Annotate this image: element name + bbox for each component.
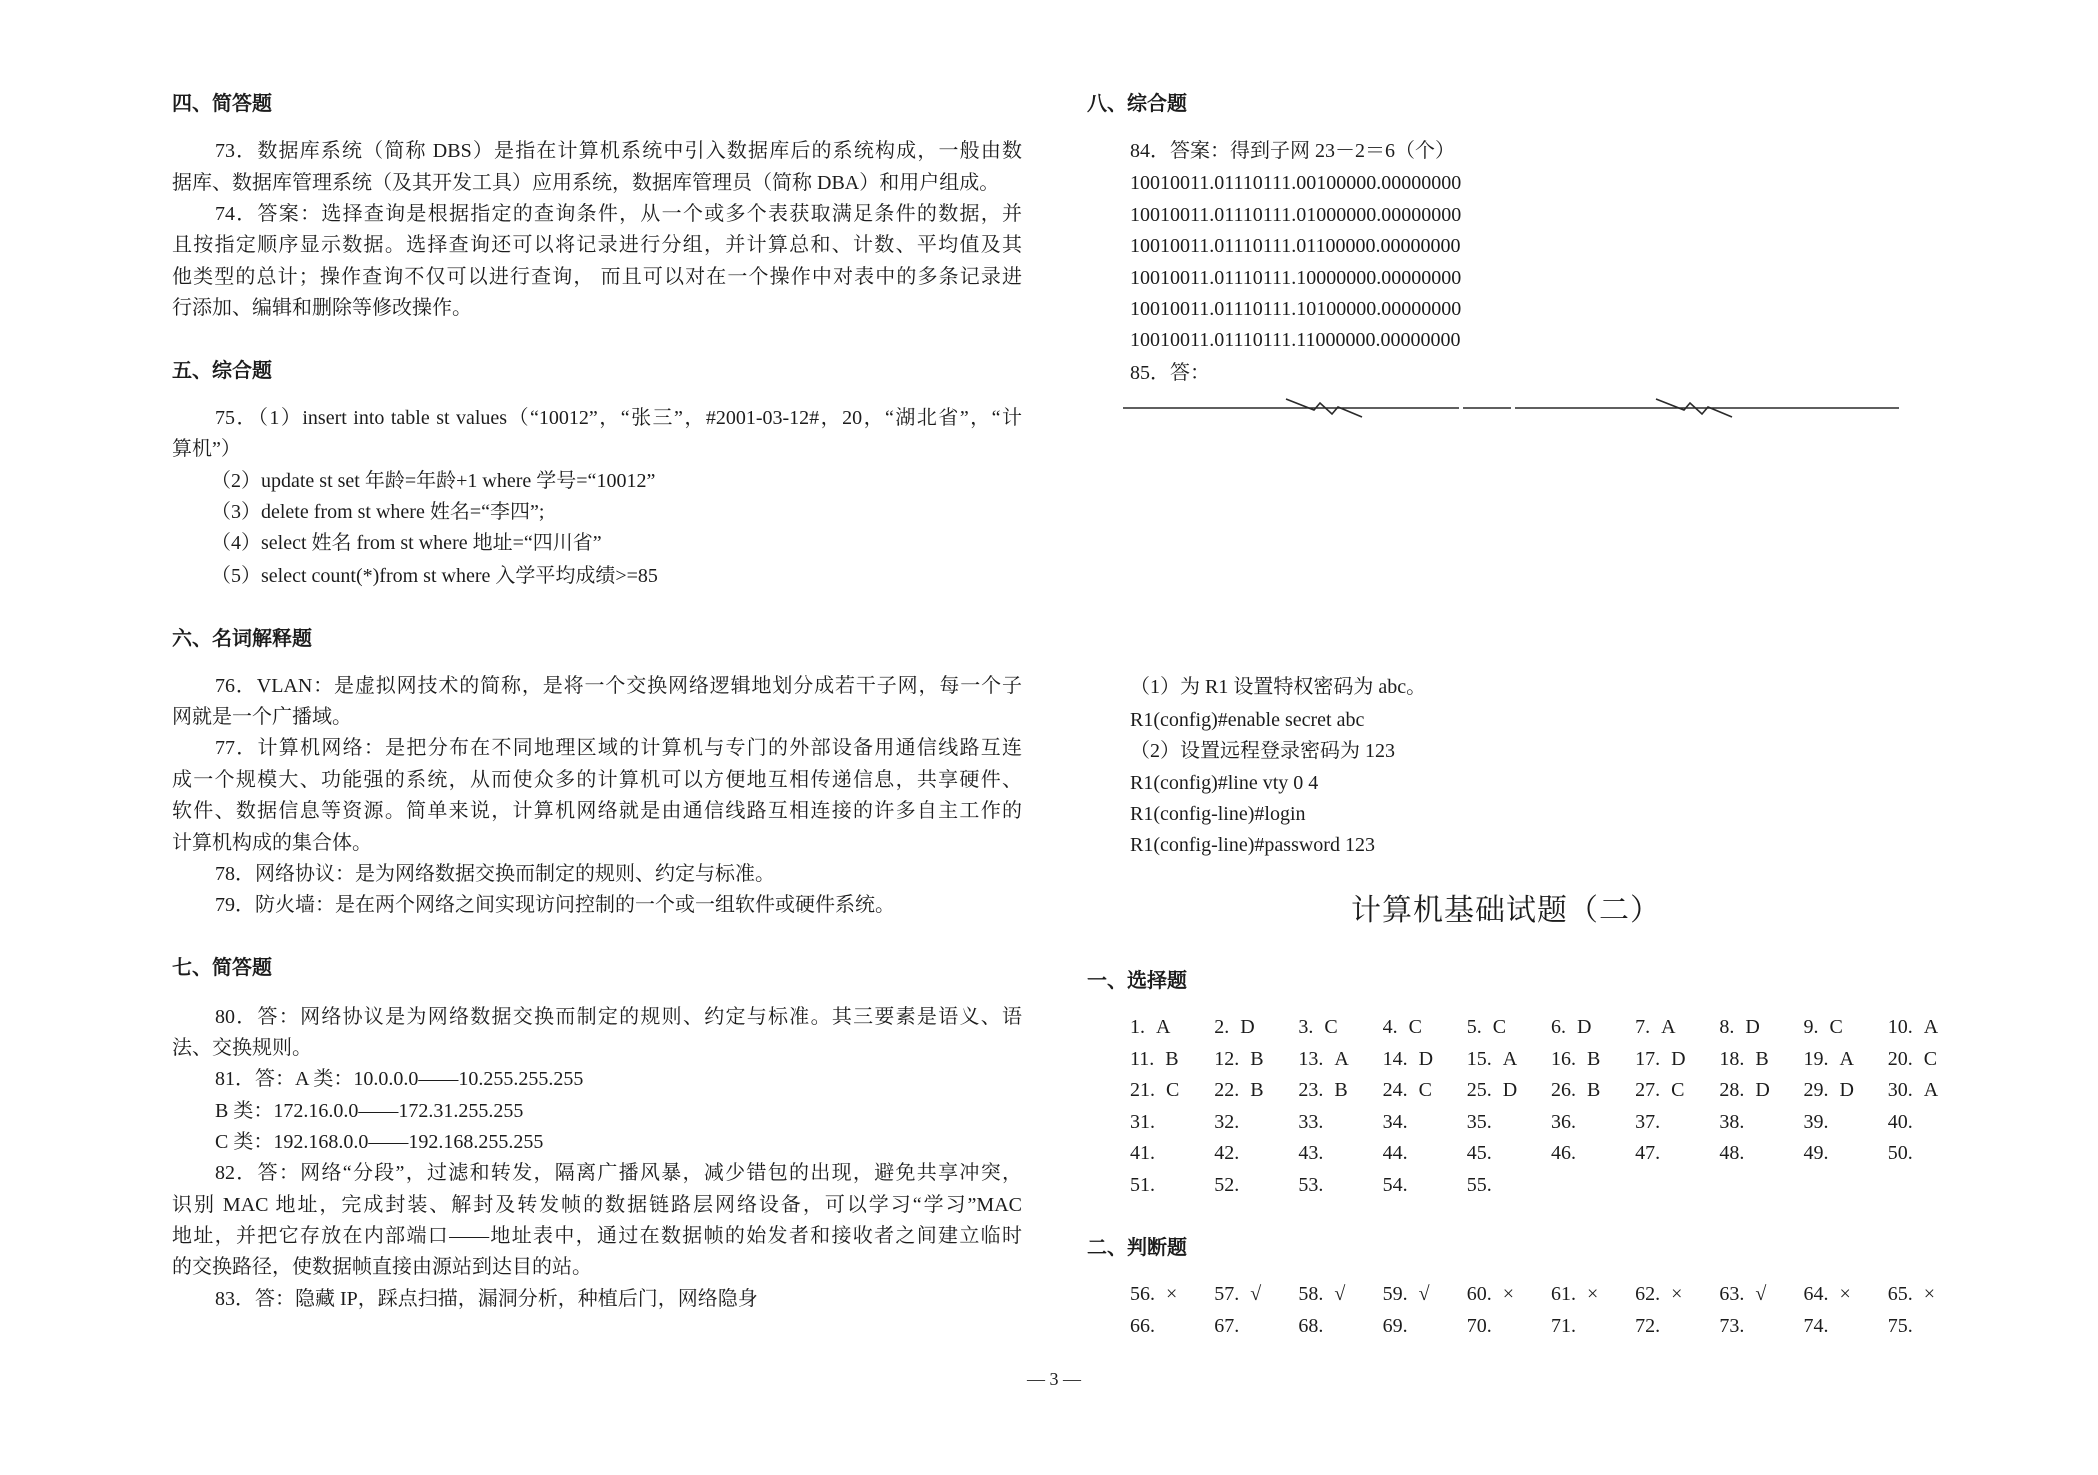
question-number: 46. <box>1550 1142 1576 1165</box>
router-config-line: （1）为 R1 设置特权密码为 abc。 <box>1130 676 1427 698</box>
section-heading-comprehensive: 五、综合题 <box>172 360 272 382</box>
answer-cell <box>1888 1048 1972 1071</box>
subnet-binary: 10010011.01110111.00100000.00000000 <box>1130 172 1462 194</box>
true-false-answer-grid <box>1130 1279 1972 1342</box>
answer-cell <box>1719 1016 1803 1039</box>
answer-80-line: 法、交换规则。 <box>172 1037 312 1059</box>
question-number: 54. <box>1382 1173 1408 1196</box>
subnet-binary: 10010011.01110111.10000000.00000000 <box>1130 267 1462 289</box>
router-config-line: R1(config-line)#password 123 <box>1130 834 1375 856</box>
answer-cell <box>1551 1111 1635 1134</box>
router-config-line: R1(config)#line vty 0 4 <box>1130 772 1319 794</box>
answer-cell <box>1635 1079 1719 1102</box>
answer-cell <box>1298 1283 1382 1306</box>
answer-cell <box>1804 1142 1888 1165</box>
answer-cell <box>1383 1283 1467 1306</box>
question-number: 62. <box>1635 1283 1661 1306</box>
answer-cell <box>1383 1048 1467 1071</box>
exam-title: 计算机基础试题（二） <box>1351 894 1661 927</box>
answer-cell <box>1467 1174 1551 1197</box>
answer-cell <box>1214 1079 1298 1102</box>
answer-cell <box>1888 1283 1972 1306</box>
question-number: 44. <box>1382 1142 1408 1165</box>
answer-cell <box>1298 1079 1382 1102</box>
question-number: 22. <box>1214 1079 1240 1102</box>
router-config-line: R1(config)#enable secret abc <box>1130 709 1365 731</box>
answer-letter: B <box>1334 1079 1348 1102</box>
router-config-line: R1(config-line)#login <box>1130 803 1306 825</box>
question-number: 48. <box>1719 1142 1745 1165</box>
question-number: 15. <box>1466 1047 1492 1070</box>
question-number: 68. <box>1298 1314 1324 1337</box>
answer-cell <box>1298 1111 1382 1134</box>
question-number: 55. <box>1466 1173 1492 1196</box>
answer-cell <box>1130 1079 1214 1102</box>
judgment-mark: √ <box>1755 1283 1767 1306</box>
question-number: 24. <box>1382 1079 1408 1102</box>
answer-cell <box>1804 1315 1888 1338</box>
answer-letter: B <box>1586 1079 1601 1102</box>
question-number: 58. <box>1298 1283 1324 1306</box>
answer-letter: A <box>1839 1047 1854 1070</box>
question-number: 38. <box>1719 1110 1745 1133</box>
question-number: 61. <box>1550 1283 1576 1306</box>
question-number: 56. <box>1130 1283 1155 1306</box>
question-number: 25. <box>1466 1079 1492 1102</box>
judgment-mark: √ <box>1250 1283 1262 1306</box>
answer-cell <box>1130 1315 1214 1338</box>
subnet-binary: 10010011.01110111.01000000.00000000 <box>1130 204 1462 226</box>
question-number: 18. <box>1719 1047 1745 1070</box>
question-number: 75. <box>1887 1314 1913 1337</box>
answer-cell <box>1383 1079 1467 1102</box>
network-topology-diagram <box>1110 390 1920 426</box>
answer-letter: A <box>1661 1016 1676 1039</box>
answer-77-line: 软件、数据信息等资源。简单来说，计算机网络就是由通信线路互相连接的许多自主工作的 <box>172 800 1022 822</box>
section-heading-short-answer-2: 七、简答题 <box>172 957 272 979</box>
answer-cell <box>1298 1174 1382 1197</box>
page-number: — 3 — <box>1027 1369 1081 1389</box>
answer-letter: C <box>1408 1016 1422 1039</box>
answer-73-line: 73．数据库系统（简称 DBS）是指在计算机系统中引入数据库后的系统构成，一般由数 <box>215 140 1022 162</box>
answer-letter: A <box>1923 1079 1939 1102</box>
answer-letter: B <box>1165 1047 1179 1070</box>
answer-81-line: B 类：172.16.0.0——172.31.255.255 <box>215 1100 524 1122</box>
judgment-mark: × <box>1923 1283 1935 1306</box>
answer-cell <box>1383 1111 1467 1134</box>
answer-letter: A <box>1156 1016 1171 1039</box>
question-number: 11. <box>1130 1047 1155 1070</box>
answer-cell <box>1467 1142 1551 1165</box>
answer-75-line: 75．（1）insert into table st values（“10012”，“张三”，#2001-03-12#，20，“湖北省”，“计 <box>215 407 1022 429</box>
question-number: 45. <box>1466 1142 1492 1165</box>
answer-cell <box>1635 1283 1719 1306</box>
answer-78: 78．网络协议：是为网络数据交换而制定的规则、约定与标准。 <box>215 863 775 885</box>
question-number: 28. <box>1719 1079 1745 1102</box>
answer-74-line: 74．答案：选择查询是根据指定的查询条件，从一个或多个表获取满足条件的数据，并 <box>215 203 1022 225</box>
answer-cell <box>1719 1048 1803 1071</box>
question-number: 14. <box>1382 1047 1408 1070</box>
section-heading-short-answer: 四、简答题 <box>172 93 272 115</box>
answer-82-line: 地址，并把它存放在内部端口——地址表中，通过在数据帧的始发者和接收者之间建立临时 <box>172 1225 1022 1247</box>
question-number: 20. <box>1887 1047 1913 1070</box>
answer-cell <box>1214 1142 1298 1165</box>
answer-cell <box>1719 1142 1803 1165</box>
answer-letter: D <box>1240 1016 1255 1039</box>
question-number: 23. <box>1298 1079 1324 1102</box>
section-heading-comprehensive-2: 八、综合题 <box>1087 93 1187 115</box>
question-number: 30. <box>1887 1079 1913 1102</box>
answer-letter: C <box>1166 1079 1180 1102</box>
answer-letter: B <box>1755 1047 1769 1070</box>
answer-81-line: C 类：192.168.0.0——192.168.255.255 <box>215 1131 544 1153</box>
judgment-mark: × <box>1671 1283 1683 1306</box>
answer-cell <box>1298 1048 1382 1071</box>
answer-cell <box>1635 1016 1719 1039</box>
question-number: 33. <box>1298 1110 1324 1133</box>
question-number: 16. <box>1550 1047 1576 1070</box>
answer-76-line: 网就是一个广播域。 <box>172 706 352 728</box>
answer-74-line: 行添加、编辑和删除等修改操作。 <box>172 297 472 319</box>
answer-cell <box>1298 1315 1382 1338</box>
answer-cell <box>1214 1016 1298 1039</box>
answer-82-line: 82．答：网络“分段”，过滤和转发，隔离广播风暴，减少错包的出现，避免共享冲突， <box>215 1162 1022 1184</box>
answer-letter: D <box>1418 1047 1434 1070</box>
answer-cell <box>1804 1016 1888 1039</box>
answer-cell <box>1298 1142 1382 1165</box>
question-number: 29. <box>1803 1079 1829 1102</box>
question-number: 65. <box>1887 1283 1913 1306</box>
question-number: 71. <box>1550 1314 1576 1337</box>
question-number: 41. <box>1130 1142 1155 1165</box>
answer-letter: B <box>1250 1079 1264 1102</box>
question-number: 35. <box>1466 1110 1492 1133</box>
answer-cell <box>1551 1142 1635 1165</box>
answer-75-sql-line: （4）select 姓名 from st where 地址=“四川省” <box>211 532 602 554</box>
answer-letter: B <box>1250 1047 1264 1070</box>
question-number: 7. <box>1635 1016 1651 1039</box>
question-number: 1. <box>1130 1016 1145 1039</box>
answer-76-line: 76．VLAN：是虚拟网技术的简称，是将一个交换网络逻辑地划分成若干子网，每一个子 <box>215 675 1022 697</box>
question-number: 21. <box>1130 1079 1155 1102</box>
multiple-choice-answer-grid <box>1130 1012 1972 1201</box>
question-number: 36. <box>1550 1110 1576 1133</box>
answer-cell <box>1130 1111 1214 1134</box>
question-number: 6. <box>1550 1016 1566 1039</box>
answer-letter: D <box>1502 1079 1518 1102</box>
question-number: 37. <box>1635 1110 1661 1133</box>
answer-cell <box>1551 1016 1635 1039</box>
question-number: 70. <box>1466 1314 1492 1337</box>
answer-82-line: 识别 MAC 地址，完成封装、解封及转发帧的数据链路层网络设备，可以学习“学习”MAC <box>172 1194 1022 1216</box>
answer-77-line: 成一个规模大、功能强的系统，从而使众多的计算机可以方便地互相传递信息，共享硬件、 <box>172 769 1022 791</box>
judgment-mark: × <box>1166 1283 1178 1306</box>
answer-cell <box>1214 1111 1298 1134</box>
answer-letter: D <box>1755 1079 1770 1102</box>
answer-cell <box>1467 1079 1551 1102</box>
answer-letter: C <box>1829 1016 1843 1039</box>
question-number: 57. <box>1214 1283 1240 1306</box>
answer-letter: C <box>1671 1079 1685 1102</box>
answer-letter: D <box>1576 1016 1592 1039</box>
answer-cell <box>1383 1174 1467 1197</box>
answer-cell <box>1635 1315 1719 1338</box>
answer-74-line: 他类型的总计；操作查询不仅可以进行查询， 而且可以对在一个操作中对表中的多条记录进 <box>172 266 1022 288</box>
question-number: 19. <box>1803 1047 1829 1070</box>
question-number: 69. <box>1382 1314 1408 1337</box>
question-number: 52. <box>1214 1173 1240 1196</box>
answer-cell <box>1888 1111 1972 1134</box>
section-heading-multiple-choice: 一、选择题 <box>1087 970 1187 992</box>
question-number: 67. <box>1214 1314 1240 1337</box>
answer-cell <box>1467 1111 1551 1134</box>
answer-cell <box>1804 1283 1888 1306</box>
question-number: 60. <box>1466 1283 1492 1306</box>
answer-cell <box>1214 1048 1298 1071</box>
answer-letter: D <box>1839 1079 1854 1102</box>
answer-75-sql-line: （5）select count(*)from st where 入学平均成绩>=85 <box>211 565 658 587</box>
question-number: 13. <box>1298 1047 1324 1070</box>
answer-81-line: 81．答：A 类：10.0.0.0——10.255.255.255 <box>215 1068 584 1090</box>
question-number: 47. <box>1635 1142 1661 1165</box>
answer-letter: C <box>1418 1079 1432 1102</box>
answer-cell <box>1130 1142 1214 1165</box>
answer-80-line: 80．答：网络协议是为网络数据交换而制定的规则、约定与标准。其三要素是语义、语 <box>215 1006 1022 1028</box>
answer-cell <box>1130 1048 1214 1071</box>
question-number: 72. <box>1635 1314 1661 1337</box>
question-number: 10. <box>1887 1016 1913 1039</box>
answer-75-sql-line: （3）delete from st where 姓名=“李四”; <box>211 501 545 523</box>
section-heading-true-false: 二、判断题 <box>1087 1237 1187 1259</box>
question-number: 40. <box>1887 1110 1913 1133</box>
question-number: 3. <box>1298 1016 1314 1039</box>
question-number: 74. <box>1803 1314 1829 1337</box>
answer-cell <box>1888 1315 1972 1338</box>
answer-cell <box>1888 1142 1972 1165</box>
question-number: 31. <box>1130 1110 1155 1133</box>
question-number: 42. <box>1214 1142 1240 1165</box>
answer-cell <box>1635 1111 1719 1134</box>
question-number: 59. <box>1382 1283 1408 1306</box>
answer-cell <box>1551 1315 1635 1338</box>
answer-cell <box>1635 1048 1719 1071</box>
answer-cell <box>1130 1283 1214 1306</box>
answer-cell <box>1383 1016 1467 1039</box>
answer-75-sql-line: （2）update st set 年龄=年龄+1 where 学号=“10012” <box>211 470 656 492</box>
answer-letter: A <box>1923 1016 1939 1039</box>
answer-cell <box>1804 1079 1888 1102</box>
judgment-mark: × <box>1839 1283 1851 1306</box>
judgment-mark: × <box>1586 1283 1599 1306</box>
answer-cell <box>1214 1174 1298 1197</box>
question-number: 64. <box>1803 1283 1829 1306</box>
subnet-binary: 10010011.01110111.01100000.00000000 <box>1130 235 1461 257</box>
answer-cell <box>1719 1079 1803 1102</box>
question-number: 17. <box>1635 1047 1661 1070</box>
question-number: 12. <box>1214 1047 1240 1070</box>
answer-cell <box>1719 1111 1803 1134</box>
question-number: 26. <box>1550 1079 1576 1102</box>
question-number: 50. <box>1887 1142 1913 1165</box>
answer-cell <box>1383 1142 1467 1165</box>
answer-85-label: 85．答： <box>1130 362 1210 384</box>
answer-cell <box>1214 1283 1298 1306</box>
question-number: 63. <box>1719 1283 1745 1306</box>
section-heading-terms: 六、名词解释题 <box>172 628 312 650</box>
question-number: 49. <box>1803 1142 1829 1165</box>
answer-cell <box>1214 1315 1298 1338</box>
question-number: 2. <box>1214 1016 1230 1039</box>
question-number: 8. <box>1719 1016 1735 1039</box>
answer-cell <box>1551 1079 1635 1102</box>
answer-cell <box>1383 1315 1467 1338</box>
answer-letter: C <box>1324 1016 1338 1039</box>
answer-cell <box>1551 1048 1635 1071</box>
question-number: 43. <box>1298 1142 1324 1165</box>
answer-cell <box>1298 1016 1382 1039</box>
answer-cell <box>1719 1315 1803 1338</box>
question-number: 4. <box>1382 1016 1398 1039</box>
answer-letter: C <box>1923 1047 1938 1070</box>
answer-cell <box>1888 1016 1972 1039</box>
answer-letter: A <box>1502 1047 1518 1070</box>
subnet-binary: 10010011.01110111.11000000.00000000 <box>1130 329 1461 351</box>
answer-cell <box>1130 1016 1214 1039</box>
question-number: 9. <box>1803 1016 1819 1039</box>
answer-79: 79．防火墙：是在两个网络之间实现访问控制的一个或一组软件或硬件系统。 <box>215 894 895 916</box>
answer-73-line: 据库、数据库管理系统（及其开发工具）应用系统，数据库管理员（简称 DBA）和用户组成。 <box>172 172 1000 194</box>
router-config-line: （2）设置远程登录密码为 123 <box>1130 740 1395 762</box>
answer-75-line: 算机”） <box>172 438 241 460</box>
question-number: 51. <box>1130 1173 1155 1196</box>
question-number: 32. <box>1214 1110 1240 1133</box>
judgment-mark: × <box>1502 1283 1515 1306</box>
judgment-mark: √ <box>1334 1283 1346 1306</box>
answer-letter: D <box>1745 1016 1760 1039</box>
answer-cell <box>1467 1283 1551 1306</box>
question-number: 34. <box>1382 1110 1408 1133</box>
answer-cell <box>1719 1283 1803 1306</box>
answer-84: 84．答案：得到子网 23－2＝6（个） <box>1130 140 1455 162</box>
subnet-binary: 10010011.01110111.10100000.00000000 <box>1130 298 1462 320</box>
answer-83: 83．答：隐藏 IP，踩点扫描，漏洞分析，种植后门，网络隐身 <box>215 1288 758 1310</box>
answer-cell <box>1467 1048 1551 1071</box>
answer-cell <box>1467 1315 1551 1338</box>
judgment-mark: √ <box>1418 1283 1430 1306</box>
answer-cell <box>1804 1048 1888 1071</box>
answer-77-line: 计算机构成的集合体。 <box>172 832 372 854</box>
answer-82-line: 的交换路径，使数据帧直接由源站到达目的站。 <box>172 1256 592 1278</box>
question-number: 73. <box>1719 1314 1745 1337</box>
question-number: 39. <box>1803 1110 1829 1133</box>
answer-letter: A <box>1334 1047 1349 1070</box>
question-number: 5. <box>1466 1016 1482 1039</box>
answer-cell <box>1467 1016 1551 1039</box>
answer-cell <box>1130 1174 1214 1197</box>
answer-cell <box>1551 1283 1635 1306</box>
answer-letter: D <box>1671 1047 1686 1070</box>
answer-cell <box>1804 1111 1888 1134</box>
question-number: 66. <box>1130 1314 1155 1337</box>
answer-letter: B <box>1586 1047 1601 1070</box>
question-number: 53. <box>1298 1173 1324 1196</box>
answer-77-line: 77．计算机网络：是把分布在不同地理区域的计算机与专门的外部设备用通信线路互连 <box>215 737 1022 759</box>
answer-letter: C <box>1492 1016 1507 1039</box>
question-number: 27. <box>1635 1079 1661 1102</box>
answer-cell <box>1635 1142 1719 1165</box>
answer-cell <box>1888 1079 1972 1102</box>
answer-74-line: 且按指定顺序显示数据。选择查询还可以将记录进行分组，并计算总和、计数、平均值及其 <box>172 234 1022 256</box>
